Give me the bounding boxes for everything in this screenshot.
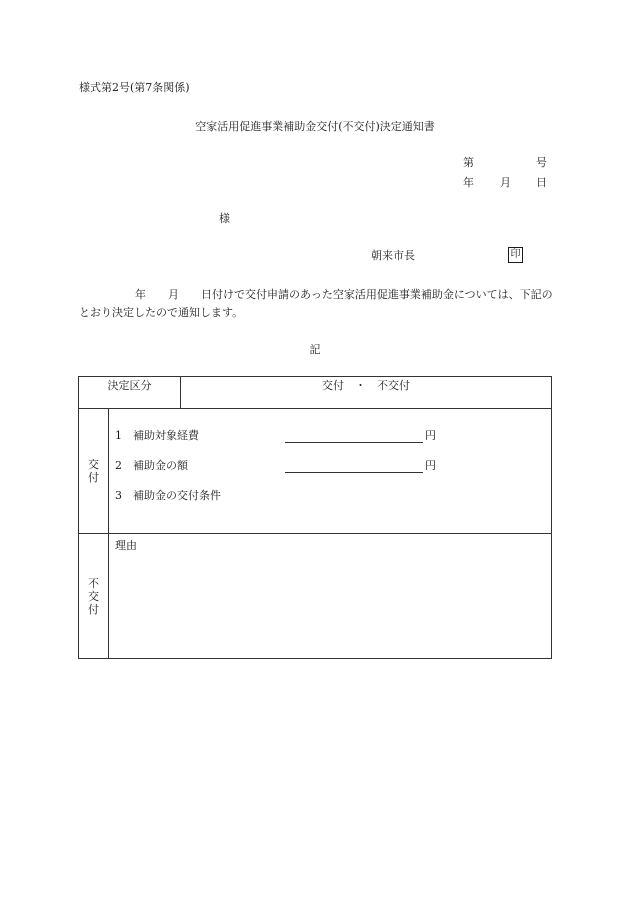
notice-body <box>79 286 559 322</box>
amount-blank <box>285 459 423 473</box>
body-text: 日付けで交付申請のあった空家活用促進事業補助金については、下記のとおり決定したので通知します。 <box>79 288 553 319</box>
fukofu-side-label: 不交付 <box>79 534 109 659</box>
document-title: 空家活用促進事業補助金交付(不交付)決定通知書 <box>195 120 435 133</box>
doc-number-suffix: 号 <box>536 156 547 169</box>
kofu-side-label: 交付 <box>79 409 109 534</box>
reason-label: 理由 <box>115 539 137 552</box>
kofu-item: 2 補助金の額 <box>115 459 188 472</box>
doc-number-label: 第 <box>463 156 474 169</box>
form-number: 様式第2号(第7条関係) <box>79 81 190 94</box>
fukofu-row <box>79 534 552 659</box>
kofu-row <box>79 409 552 534</box>
category-value: 交付 ・ 不交付 <box>181 377 552 409</box>
seal-stamp: 印 <box>508 247 523 263</box>
kofu-item: 3 補助金の交付条件 <box>115 489 221 502</box>
body-month: 月 <box>168 288 179 301</box>
yen-unit: 円 <box>425 459 436 472</box>
issuer-name: 朝来市長 <box>371 249 415 262</box>
date-month: 月 <box>500 176 511 189</box>
category-row <box>79 377 552 409</box>
body-year: 年 <box>135 288 146 301</box>
decision-table <box>78 376 552 659</box>
kofu-item: 1 補助対象経費 <box>115 429 199 442</box>
kofu-details <box>109 409 552 534</box>
date-year: 年 <box>463 176 474 189</box>
record-label: 記 <box>309 343 321 356</box>
category-label: 決定区分 <box>79 377 181 409</box>
fukofu-details <box>109 534 552 659</box>
addressee-honorific: 様 <box>219 212 230 225</box>
amount-blank <box>285 429 423 443</box>
yen-unit: 円 <box>425 429 436 442</box>
date-day: 日 <box>536 176 547 189</box>
